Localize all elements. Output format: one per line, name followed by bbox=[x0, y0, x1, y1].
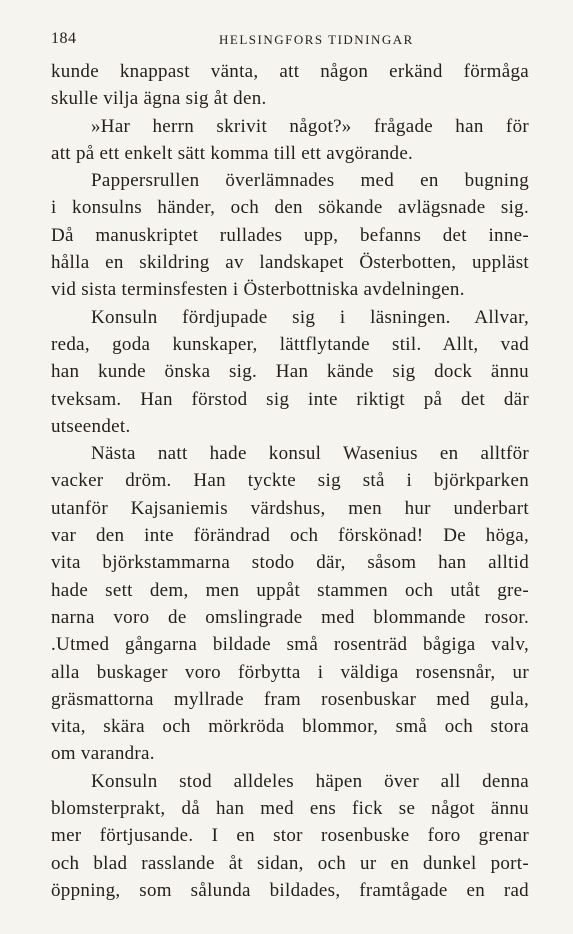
text-line: gräsmattorna myllrade fram rosenbuskar med gula, bbox=[51, 688, 529, 710]
text-line: hade sett dem, men uppåt stammen och utåt gre- bbox=[51, 579, 529, 601]
text-line: Pappersrullen överlämnades med en bugning bbox=[91, 170, 529, 192]
text-line: vita björkstammarna stodo där, såsom han alltid bbox=[51, 552, 529, 574]
text-line: vita, skära och mörkröda blommor, små och stora bbox=[51, 716, 529, 738]
text-line: utanför Kajsaniemis värdshus, men hur underbart bbox=[51, 497, 529, 519]
text-line: han kunde önska sig. Han kände sig dock ännu bbox=[51, 361, 529, 383]
text-line: öppning, som sålunda bildades, framtågade en rad bbox=[51, 879, 529, 901]
text-line: och blad rasslande åt sidan, och ur en dunkel port- bbox=[51, 852, 529, 874]
text-line: reda, goda kunskaper, lättflytande stil. Allt, vad bbox=[51, 333, 529, 355]
text-line: Konsuln stod alldeles häpen över all denna bbox=[91, 770, 529, 792]
text-line: att på ett enkelt sätt komma till ett avgörande. bbox=[51, 142, 414, 164]
page-header bbox=[51, 30, 529, 52]
text-line: Då manuskriptet rullades upp, befanns det inne- bbox=[51, 224, 529, 246]
text-line: i konsulns händer, och den sökande avlägsnade sig. bbox=[51, 197, 529, 219]
text-line: hålla en skildring av landskapet Österbotten, uppläst bbox=[51, 252, 529, 274]
text-line: .Utmed gångarna bildade små rosenträd bågiga valv, bbox=[51, 634, 529, 656]
text-line: var den inte förändrad och förskönad! De höga, bbox=[51, 525, 529, 547]
text-line: skulle vilja ägna sig åt den. bbox=[51, 88, 267, 110]
text-line: »Har herrn skrivit något?» frågade han för bbox=[91, 115, 529, 137]
text-line: blomsterprakt, då han med ens fick se något ännu bbox=[51, 798, 529, 820]
text-line: vacker dröm. Han tyckte sig stå i björkparken bbox=[51, 470, 529, 492]
text-line: vid sista terminsfesten i Österbottniska avdelningen. bbox=[51, 279, 465, 301]
text-line: Konsuln fördjupade sig i läsningen. Allvar, bbox=[91, 306, 529, 328]
text-line: alla buskager voro förbytta i väldiga rosensnår, ur bbox=[51, 661, 529, 683]
text-line: mer förtjusande. I en stor rosenbuske foro grenar bbox=[51, 825, 529, 847]
text-line: utseendet. bbox=[51, 415, 131, 437]
page-number: 184 bbox=[51, 30, 77, 47]
text-line: narna voro de omslingrade med blommande rosor. bbox=[51, 606, 529, 628]
text-line: om varandra. bbox=[51, 743, 155, 765]
running-head: HELSINGFORS TIDNINGAR bbox=[219, 32, 414, 47]
body-text bbox=[51, 58, 529, 904]
text-line: Nästa natt hade konsul Wasenius en alltför bbox=[91, 443, 529, 465]
text-line: kunde knappast vänta, att någon erkänd förmåga bbox=[51, 61, 529, 82]
text-line: tveksam. Han förstod sig inte riktigt på det där bbox=[51, 388, 529, 410]
